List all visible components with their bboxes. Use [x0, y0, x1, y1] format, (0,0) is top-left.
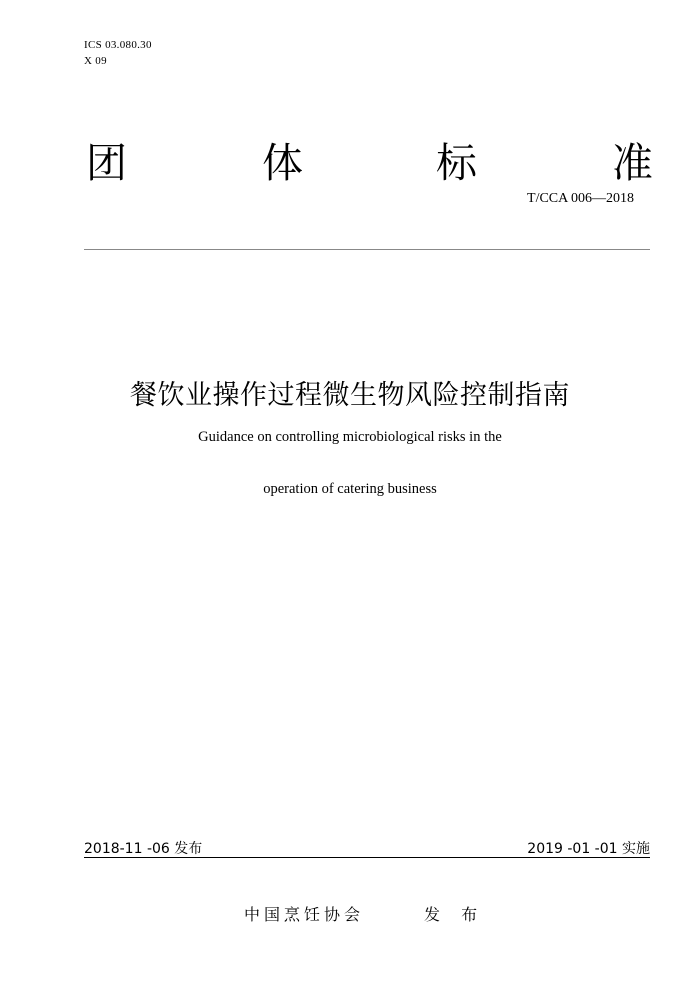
ics-code: ICS 03.080.30 — [84, 39, 152, 51]
title-english-line-1: Guidance on controlling microbiological risks in the — [198, 429, 502, 445]
issuer-name: 中国烹饪协会 — [244, 905, 365, 924]
ccs-code: X 09 — [84, 55, 107, 67]
title-chinese: 餐饮业操作过程微生物风险控制指南 — [130, 380, 570, 411]
issuer-action: 发 布 — [424, 905, 486, 924]
header-divider — [84, 249, 650, 250]
classification-codes — [84, 37, 152, 69]
standard-type-char-3: 标 — [436, 139, 477, 187]
implementation-date: 2019 -01 -01 实施 — [527, 841, 650, 857]
footer-divider — [84, 857, 650, 858]
issue-date: 2018-11 -06 发布 — [84, 841, 203, 857]
standard-type-char-4: 准 — [612, 139, 653, 187]
standard-number: T/CCA 006—2018 — [527, 191, 634, 206]
title-english-line-2: operation of catering business — [263, 481, 437, 497]
standard-type-char-1: 团 — [86, 139, 127, 187]
standard-type-char-2: 体 — [262, 139, 303, 187]
